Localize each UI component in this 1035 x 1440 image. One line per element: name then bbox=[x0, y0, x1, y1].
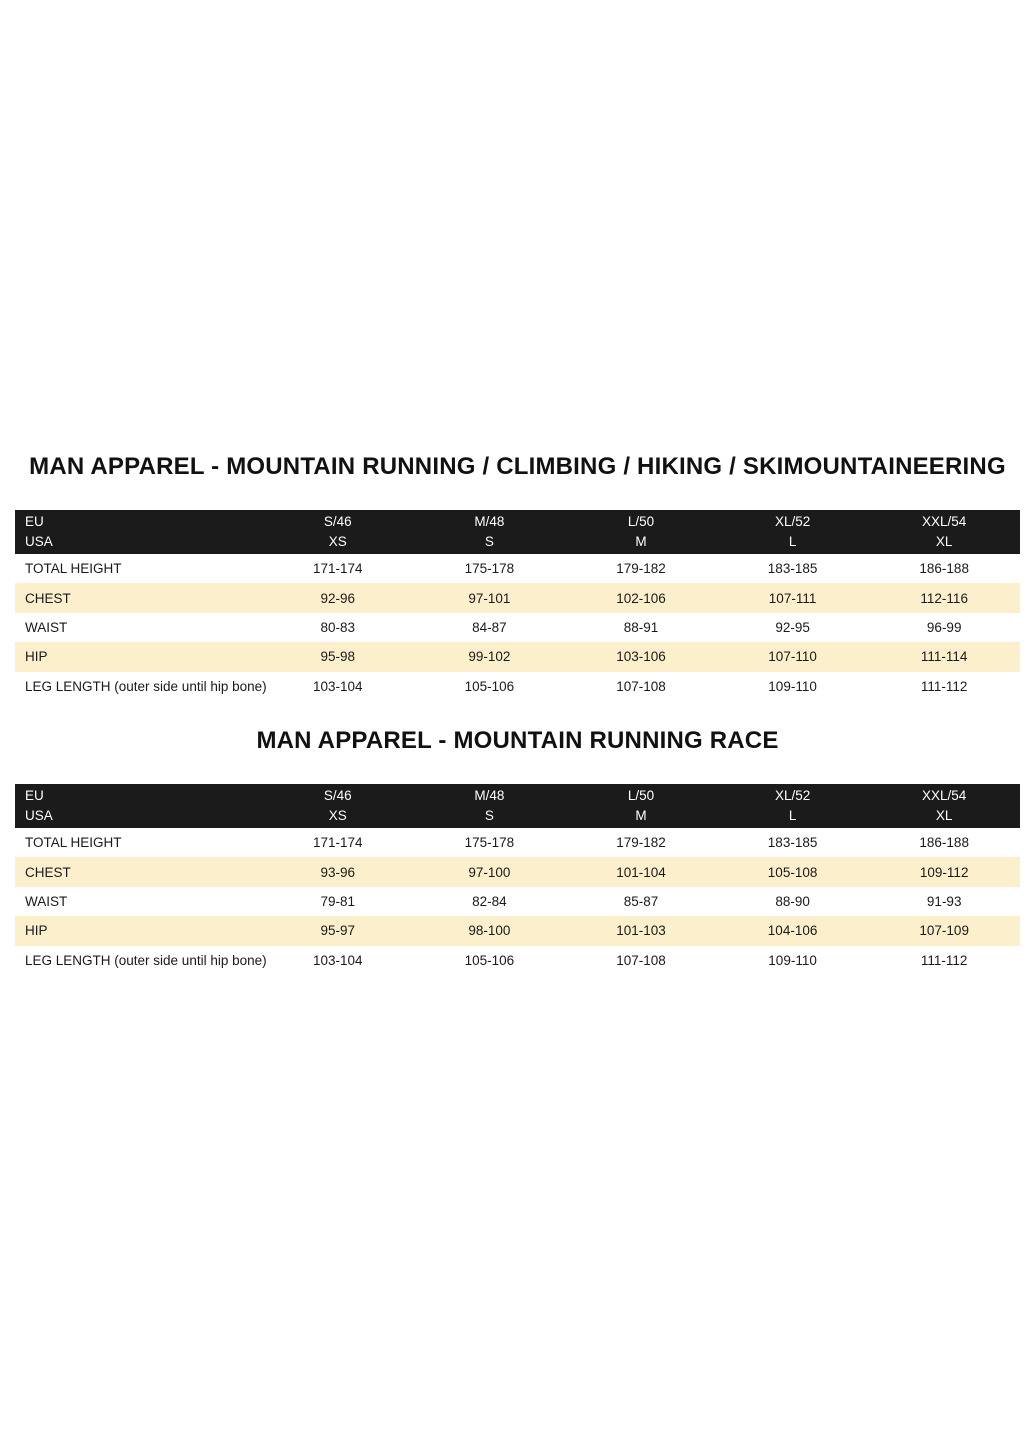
measurement-label: CHEST bbox=[25, 864, 71, 880]
measurement-value: 84-87 bbox=[472, 619, 507, 635]
measurement-value: 105-106 bbox=[464, 952, 515, 968]
measurement-label: TOTAL HEIGHT bbox=[25, 561, 122, 577]
measurement-value: 109-110 bbox=[768, 678, 817, 694]
measurement-value: 80-83 bbox=[320, 619, 356, 635]
measurement-value: 183-185 bbox=[767, 835, 818, 851]
size-header-row bbox=[15, 510, 1020, 554]
measurement-value: 103-104 bbox=[313, 678, 363, 694]
eu-size: XXL/54 bbox=[922, 788, 967, 803]
usa-size: L bbox=[788, 534, 797, 549]
measurement-value: 104-106 bbox=[767, 923, 818, 939]
measurement-value: 111-112 bbox=[920, 952, 968, 968]
measurement-value: 107-110 bbox=[768, 649, 817, 665]
size-chart-table bbox=[15, 784, 1020, 975]
measurement-value: 107-109 bbox=[919, 923, 969, 939]
eu-size: XL/52 bbox=[774, 514, 811, 529]
measurement-label: CHEST bbox=[25, 590, 71, 606]
measurement-label: HIP bbox=[25, 923, 48, 939]
measurement-value: 93-96 bbox=[320, 864, 356, 880]
measurement-row-waist bbox=[15, 887, 1020, 916]
measurement-value: 97-101 bbox=[468, 590, 511, 606]
size-column-header bbox=[414, 784, 566, 828]
measurement-value: 101-103 bbox=[616, 923, 666, 939]
measurement-row-chest bbox=[15, 583, 1020, 612]
size-chart-table bbox=[15, 510, 1020, 701]
size-column-header bbox=[717, 510, 869, 554]
measurement-value: 111-114 bbox=[920, 649, 968, 665]
measurement-value: 85-87 bbox=[623, 893, 659, 909]
measurement-value: 179-182 bbox=[616, 835, 666, 851]
measurement-value: 183-185 bbox=[767, 561, 818, 577]
measurement-label: LEG LENGTH (outer side until hip bone) bbox=[25, 678, 267, 694]
eu-size: M/48 bbox=[474, 514, 505, 529]
eu-size: L/50 bbox=[627, 514, 655, 529]
measurement-label: WAIST bbox=[25, 893, 68, 909]
eu-size: L/50 bbox=[627, 788, 655, 803]
size-chart-title: MAN APPAREL - MOUNTAIN RUNNING / CLIMBING / HIKING / SKIMOUNTAINEERING bbox=[29, 453, 1006, 480]
measurement-value: 82-84 bbox=[472, 893, 507, 909]
measurement-row-leg-length bbox=[15, 946, 1020, 975]
measurement-value: 95-98 bbox=[320, 649, 356, 665]
usa-label: USA bbox=[25, 534, 53, 549]
measurement-value: 186-188 bbox=[919, 835, 969, 851]
measurement-label: HIP bbox=[25, 649, 48, 665]
measurement-value: 101-104 bbox=[616, 864, 666, 880]
size-column-header bbox=[868, 784, 1020, 828]
usa-size: M bbox=[635, 808, 647, 823]
measurement-value: 97-100 bbox=[468, 864, 511, 880]
measurement-value: 88-91 bbox=[623, 619, 659, 635]
size-column-header bbox=[868, 510, 1020, 554]
eu-size: XL/52 bbox=[774, 788, 811, 803]
measurement-value: 88-90 bbox=[775, 893, 810, 909]
size-column-header bbox=[262, 510, 414, 554]
measurement-value: 103-106 bbox=[616, 649, 666, 665]
usa-size: XL bbox=[935, 534, 953, 549]
eu-size: M/48 bbox=[474, 788, 505, 803]
region-label-cell bbox=[15, 784, 262, 828]
measurement-label: LEG LENGTH (outer side until hip bone) bbox=[25, 952, 267, 968]
size-column-header bbox=[565, 784, 717, 828]
size-column-header bbox=[565, 510, 717, 554]
measurement-value: 103-104 bbox=[313, 952, 363, 968]
measurement-value: 105-106 bbox=[464, 678, 515, 694]
measurement-value: 109-112 bbox=[919, 864, 969, 880]
size-chart-title: MAN APPAREL - MOUNTAIN RUNNING RACE bbox=[256, 727, 779, 754]
measurement-value: 102-106 bbox=[616, 590, 666, 606]
usa-size: XS bbox=[328, 808, 347, 823]
usa-size: L bbox=[788, 808, 797, 823]
size-header-row bbox=[15, 784, 1020, 828]
measurement-label: WAIST bbox=[25, 619, 68, 635]
eu-size: S/46 bbox=[323, 788, 352, 803]
eu-size: S/46 bbox=[323, 514, 352, 529]
measurement-value: 186-188 bbox=[919, 561, 969, 577]
measurement-value: 107-108 bbox=[616, 678, 666, 694]
measurement-value: 99-102 bbox=[468, 649, 511, 665]
usa-label: USA bbox=[25, 808, 53, 823]
measurement-value: 95-97 bbox=[320, 923, 356, 939]
measurement-value: 171-174 bbox=[313, 561, 363, 577]
eu-label: EU bbox=[25, 788, 44, 803]
usa-size: S bbox=[484, 534, 494, 549]
measurement-label: TOTAL HEIGHT bbox=[25, 835, 122, 851]
measurement-value: 107-111 bbox=[768, 590, 817, 606]
usa-size: M bbox=[635, 534, 647, 549]
measurement-value: 96-99 bbox=[926, 619, 962, 635]
size-column-header bbox=[717, 784, 869, 828]
measurement-value: 98-100 bbox=[468, 923, 511, 939]
measurement-value: 111-112 bbox=[920, 678, 968, 694]
eu-size: XXL/54 bbox=[922, 514, 967, 529]
size-column-header bbox=[414, 510, 566, 554]
usa-size: XS bbox=[328, 534, 347, 549]
measurement-row-total-height bbox=[15, 828, 1020, 857]
measurement-value: 91-93 bbox=[926, 893, 962, 909]
measurement-value: 175-178 bbox=[464, 835, 515, 851]
measurement-value: 175-178 bbox=[464, 561, 515, 577]
measurement-value: 92-96 bbox=[320, 590, 356, 606]
measurement-value: 79-81 bbox=[320, 893, 356, 909]
measurement-value: 107-108 bbox=[616, 952, 666, 968]
size-column-header bbox=[262, 784, 414, 828]
measurement-row-hip bbox=[15, 916, 1020, 945]
measurement-value: 112-116 bbox=[920, 590, 968, 606]
region-label-cell bbox=[15, 510, 262, 554]
measurement-row-total-height bbox=[15, 554, 1020, 583]
usa-size: S bbox=[484, 808, 494, 823]
measurement-row-leg-length bbox=[15, 672, 1020, 701]
measurement-row-hip bbox=[15, 642, 1020, 671]
measurement-value: 109-110 bbox=[768, 952, 817, 968]
measurement-row-chest bbox=[15, 857, 1020, 886]
measurement-value: 92-95 bbox=[775, 619, 810, 635]
measurement-value: 105-108 bbox=[767, 864, 818, 880]
measurement-value: 179-182 bbox=[616, 561, 666, 577]
measurement-value: 171-174 bbox=[313, 835, 363, 851]
eu-label: EU bbox=[25, 514, 44, 529]
measurement-row-waist bbox=[15, 613, 1020, 642]
usa-size: XL bbox=[935, 808, 953, 823]
